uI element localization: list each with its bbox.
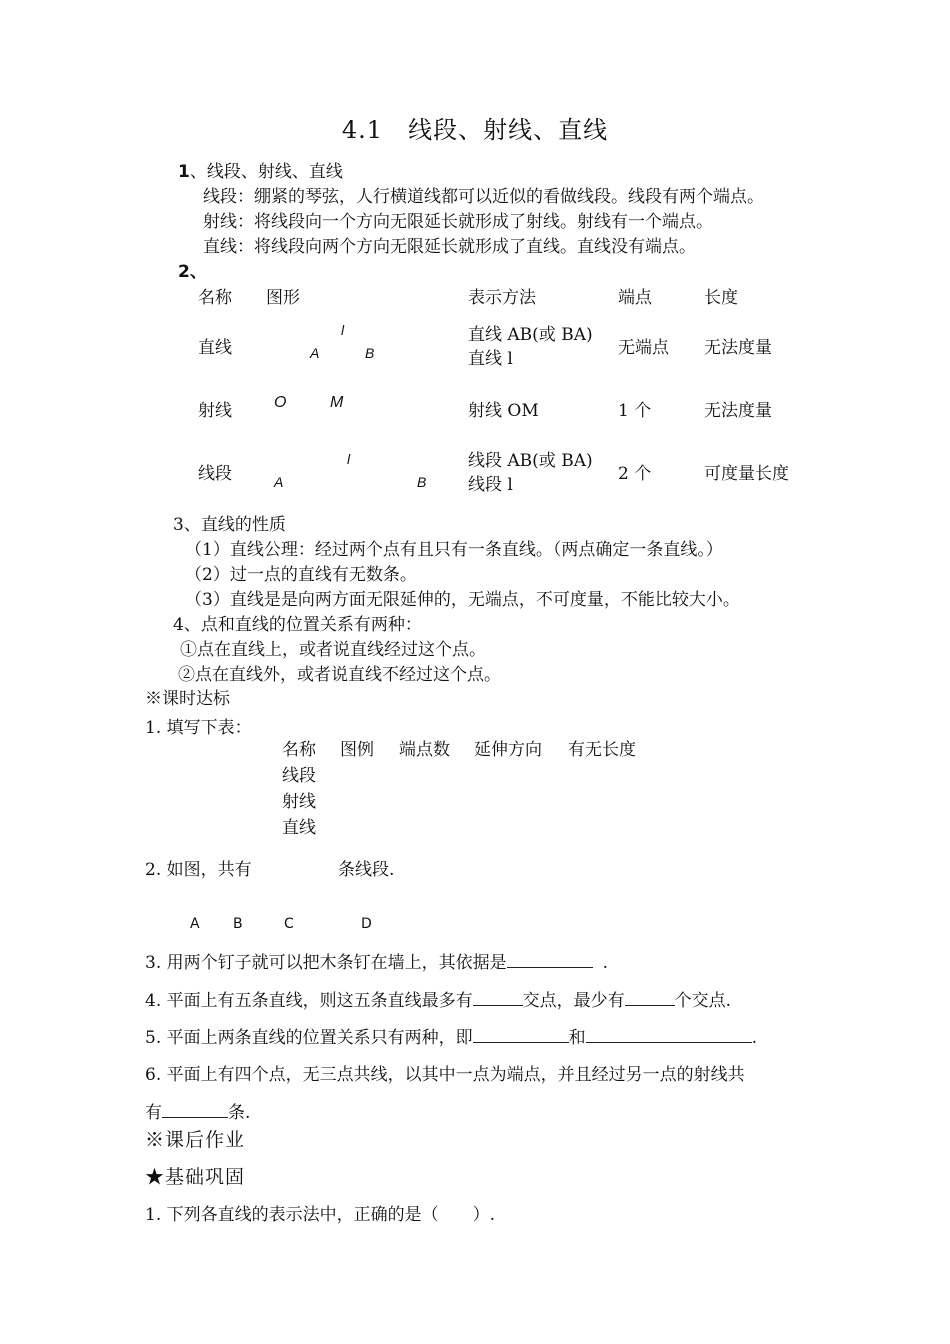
row-length: 无法度量 (704, 401, 772, 421)
question-3 (145, 948, 608, 973)
section1-title: 、线段、射线、直线 (189, 162, 343, 182)
row-length: 无法度量 (704, 338, 772, 358)
fill-header: 有无长度 (568, 740, 636, 760)
relation-1: ①点在直线上，或者说直线经过这个点。 (180, 640, 486, 660)
section4-heading: 4、点和直线的位置关系有两种： (173, 615, 422, 635)
point-label-b: B (233, 916, 243, 932)
q4-text-b: 交点，最少有 (522, 991, 625, 1011)
answer-blank[interactable] (625, 991, 675, 1006)
section2-heading: 2、 (178, 262, 207, 282)
page-title: 4.1 线段、射线、直线 (341, 116, 609, 144)
fill-header: 延伸方向 (474, 740, 542, 760)
kehou-subheading: ★基础巩固 (145, 1166, 246, 1188)
figure-label-a: A (310, 345, 320, 361)
fill-header: 名称 (282, 740, 316, 760)
q3-text: 3. 用两个钉子就可以把木条钉在墙上，其依据是 (145, 953, 507, 973)
row-notation-1: 直线 AB(或 BA) (468, 325, 593, 345)
figure-label-l: l (341, 322, 345, 338)
kehou-question-1: 1. 下列各直线的表示法中，正确的是（ ）. (145, 1205, 496, 1225)
q2-text-end: 条线段. (338, 860, 395, 880)
q4-text-a: 4. 平面上有五条直线，则这五条直线最多有 (145, 991, 473, 1011)
header-figure: 图形 (266, 288, 300, 308)
fill-row: 射线 (282, 792, 316, 812)
q5-text-a: 5. 平面上两条直线的位置关系只有两种，即 (145, 1028, 473, 1048)
row-endpoints: 1 个 (618, 401, 652, 421)
q3-end: . (602, 953, 609, 973)
keshi-heading: ※课时达标 (145, 689, 230, 709)
header-endpoints: 端点 (618, 288, 652, 308)
header-notation: 表示方法 (468, 288, 536, 308)
figure-label-a: A (274, 474, 284, 490)
answer-blank[interactable] (473, 1028, 569, 1043)
fill-header: 图例 (340, 740, 374, 760)
question-6-line2 (145, 1098, 250, 1123)
answer-blank[interactable] (586, 1028, 752, 1043)
point-label-d: D (361, 916, 372, 932)
section3-heading: 3、直线的性质 (173, 515, 286, 535)
answer-blank[interactable] (162, 1103, 228, 1118)
property-2: （2）过一点的直线有无数条。 (185, 565, 417, 585)
figure-label-b: B (417, 474, 427, 490)
section1-heading (178, 157, 343, 182)
row-name: 射线 (198, 401, 232, 421)
row-endpoints: 2 个 (618, 464, 652, 484)
property-3: （3）直线是是向两方面无限延伸的，无端点，不可度量，不能比较大小。 (185, 590, 740, 610)
definition-segment: 线段：绷紧的琴弦，人行横道线都可以近似的看做线段。线段有两个端点。 (203, 187, 764, 207)
figure-label-o: O (274, 394, 287, 411)
definition-ray: 射线：将线段向一个方向无限延长就形成了射线。射线有一个端点。 (203, 212, 713, 232)
fill-header: 端点数 (399, 740, 450, 760)
answer-blank[interactable] (507, 953, 593, 968)
q1-label: 1. 填写下表： (145, 718, 252, 738)
row-notation-2: 线段 l (468, 475, 513, 495)
row-name: 线段 (198, 464, 232, 484)
row-notation-1: 射线 OM (468, 401, 539, 421)
relation-2: ②点在直线外，或者说直线不经过这个点。 (178, 665, 501, 685)
row-length: 可度量长度 (704, 464, 789, 484)
figure-label-m: M (330, 394, 344, 411)
q6-text-a: 6. 平面上有四个点，无三点共线，以其中一点为端点，并且经过另一点的射线共 (145, 1065, 745, 1085)
figure-label-b: B (365, 345, 375, 361)
q6-text-b: 有 (145, 1103, 162, 1123)
q5-text-c: . (751, 1028, 758, 1048)
definition-line: 直线：将线段向两个方向无限延长就形成了直线。直线没有端点。 (203, 237, 696, 257)
row-name: 直线 (198, 338, 232, 358)
fill-row: 线段 (282, 766, 316, 786)
row-notation-1: 线段 AB(或 BA) (468, 451, 593, 471)
question-5 (145, 1023, 757, 1048)
q2-text: 2. 如图，共有 (145, 860, 252, 880)
property-1: （1）直线公理：经过两个点有且只有一条直线。（两点确定一条直线。） (185, 540, 723, 560)
answer-blank[interactable] (473, 991, 523, 1006)
q4-text-c: 个交点. (674, 991, 732, 1011)
section1-number: 1 (178, 162, 190, 182)
point-label-c: C (284, 916, 294, 932)
header-name: 名称 (198, 288, 232, 308)
kehou-heading: ※课后作业 (145, 1129, 246, 1151)
question-4 (145, 986, 731, 1011)
fill-row: 直线 (282, 818, 316, 838)
row-notation-2: 直线 l (468, 349, 513, 369)
point-label-a: A (190, 916, 200, 932)
q6-text-c: 条. (228, 1103, 251, 1123)
header-length: 长度 (704, 288, 738, 308)
q5-text-b: 和 (568, 1028, 586, 1048)
row-endpoints: 无端点 (618, 338, 669, 358)
figure-label-l: l (347, 451, 351, 467)
